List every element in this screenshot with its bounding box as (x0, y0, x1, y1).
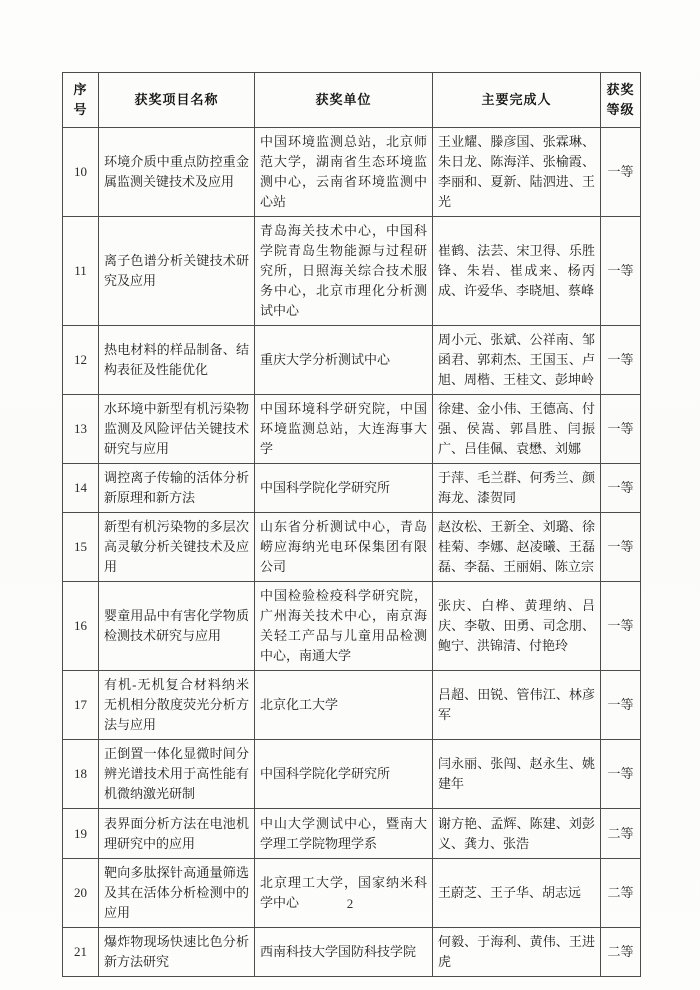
people-cell: 闫永丽、张闯、赵永生、姚建年 (433, 740, 601, 809)
project-name-cell: 热电材料的样品制备、结构表征及性能优化 (99, 326, 255, 395)
table-row (63, 740, 641, 809)
table-row (63, 128, 641, 217)
grade-cell: 一等 (601, 395, 641, 464)
org-cell: 中国科学院化学研究所 (255, 740, 433, 809)
org-cell: 中国检验检疫科学研究院，广州海关技术中心，南京海关轻工产品与儿童用品检测中心，南通大学 (255, 582, 433, 671)
project-name-cell: 有机-无机复合材料纳米无机相分散度荧光分析方法与应用 (99, 671, 255, 740)
people-cell: 赵汝松、王新全、刘璐、徐桂菊、李娜、赵凌曦、王磊磊、李磊、王丽娟、陈立宗 (433, 513, 601, 582)
org-cell: 中国科学院化学研究所 (255, 464, 433, 513)
project-name-cell: 新型有机污染物的多层次高灵敏分析关键技术及应用 (99, 513, 255, 582)
awards-table (62, 72, 641, 977)
people-cell: 王蔚芝、王子华、胡志远 (433, 859, 601, 928)
row-number-cell: 11 (63, 217, 99, 326)
table-row (63, 582, 641, 671)
project-name-cell: 爆炸物现场快速比色分析新方法研究 (99, 928, 255, 977)
org-cell: 中国环境监测总站，北京师范大学，湖南省生态环境监测中心，云南省环境监测中心站 (255, 128, 433, 217)
org-cell: 中山大学测试中心，暨南大学理工学院物理学系 (255, 809, 433, 859)
org-cell: 重庆大学分析测试中心 (255, 326, 433, 395)
row-number-cell: 10 (63, 128, 99, 217)
table-row (63, 859, 641, 928)
people-cell: 崔鹤、法芸、宋卫得、乐胜锋、朱岩、崔成来、杨丙成、许爱华、李晓旭、蔡峰 (433, 217, 601, 326)
column-header-people: 主要完成人 (433, 73, 601, 128)
grade-cell: 一等 (601, 671, 641, 740)
people-cell: 张庆、白桦、黄理纳、吕庆、李敬、田勇、司念朋、鲍宁、洪锦清、付艳玲 (433, 582, 601, 671)
column-header-org: 获奖单位 (255, 73, 433, 128)
table-row (63, 464, 641, 513)
org-cell: 中国环境科学研究院，中国环境监测总站，大连海事大学 (255, 395, 433, 464)
table-row (63, 671, 641, 740)
column-header-no: 序号 (63, 73, 99, 128)
project-name-cell: 调控离子传输的活体分析新原理和新方法 (99, 464, 255, 513)
table-row (63, 326, 641, 395)
row-number-cell: 21 (63, 928, 99, 977)
grade-cell: 一等 (601, 513, 641, 582)
table-row (63, 928, 641, 977)
grade-cell: 一等 (601, 582, 641, 671)
page-number: 2 (346, 896, 354, 911)
org-cell: 西南科技大学国防科技学院 (255, 928, 433, 977)
people-cell: 于萍、毛兰群、何秀兰、颜海龙、漆贺同 (433, 464, 601, 513)
org-cell: 北京化工大学 (255, 671, 433, 740)
people-cell: 周小元、张斌、公祥南、邹函君、郭莉杰、王国玉、卢旭、周楷、王桂文、彭坤岭 (433, 326, 601, 395)
org-cell: 北京理工大学，国家纳米科学中心 (255, 859, 433, 928)
column-header-project: 获奖项目名称 (99, 73, 255, 128)
grade-cell: 二等 (601, 928, 641, 977)
people-cell: 吕超、田锐、管伟江、林彦军 (433, 671, 601, 740)
project-name-cell: 靶向多肽探针高通量筛选及其在活体分析检测中的应用 (99, 859, 255, 928)
grade-cell: 一等 (601, 128, 641, 217)
table-row (63, 217, 641, 326)
table-row (63, 809, 641, 859)
grade-cell: 二等 (601, 809, 641, 859)
project-name-cell: 水环境中新型有机污染物监测及风险评估关键技术研究与应用 (99, 395, 255, 464)
org-cell: 青岛海关技术中心，中国科学院青岛生物能源与过程研究所，日照海关综合技术服务中心，北京市理化分析测试中心 (255, 217, 433, 326)
org-cell: 山东省分析测试中心，青岛崂应海纳光电环保集团有限公司 (255, 513, 433, 582)
project-name-cell: 正倒置一体化显微时间分辨光谱技术用于高性能有机微纳激光研制 (99, 740, 255, 809)
table-header-row (63, 73, 641, 128)
row-number-cell: 16 (63, 582, 99, 671)
column-header-grade: 获奖等级 (601, 73, 641, 128)
grade-cell: 一等 (601, 464, 641, 513)
people-cell: 谢方艳、孟辉、陈建、刘彭义、龚力、张浩 (433, 809, 601, 859)
project-name-cell: 环境介质中重点防控重金属监测关键技术及应用 (99, 128, 255, 217)
grade-cell: 二等 (601, 859, 641, 928)
table-row (63, 395, 641, 464)
grade-cell: 一等 (601, 326, 641, 395)
row-number-cell: 18 (63, 740, 99, 809)
row-number-cell: 20 (63, 859, 99, 928)
grade-cell: 一等 (601, 217, 641, 326)
people-cell: 徐建、金小伟、王德高、付强、侯嵩、郭昌胜、闫振广、吕佳佩、袁懋、刘娜 (433, 395, 601, 464)
row-number-cell: 13 (63, 395, 99, 464)
table-row (63, 513, 641, 582)
row-number-cell: 19 (63, 809, 99, 859)
people-cell: 王业耀、滕彦国、张霖琳、朱日龙、陈海洋、张榆霞、李丽和、夏新、陆泗进、王光 (433, 128, 601, 217)
row-number-cell: 12 (63, 326, 99, 395)
people-cell: 何毅、于海利、黄伟、王进虎 (433, 928, 601, 977)
row-number-cell: 15 (63, 513, 99, 582)
project-name-cell: 离子色谱分析关键技术研究及应用 (99, 217, 255, 326)
row-number-cell: 14 (63, 464, 99, 513)
row-number-cell: 17 (63, 671, 99, 740)
project-name-cell: 表界面分析方法在电池机理研究中的应用 (99, 809, 255, 859)
project-name-cell: 婴童用品中有害化学物质检测技术研究与应用 (99, 582, 255, 671)
grade-cell: 一等 (601, 740, 641, 809)
